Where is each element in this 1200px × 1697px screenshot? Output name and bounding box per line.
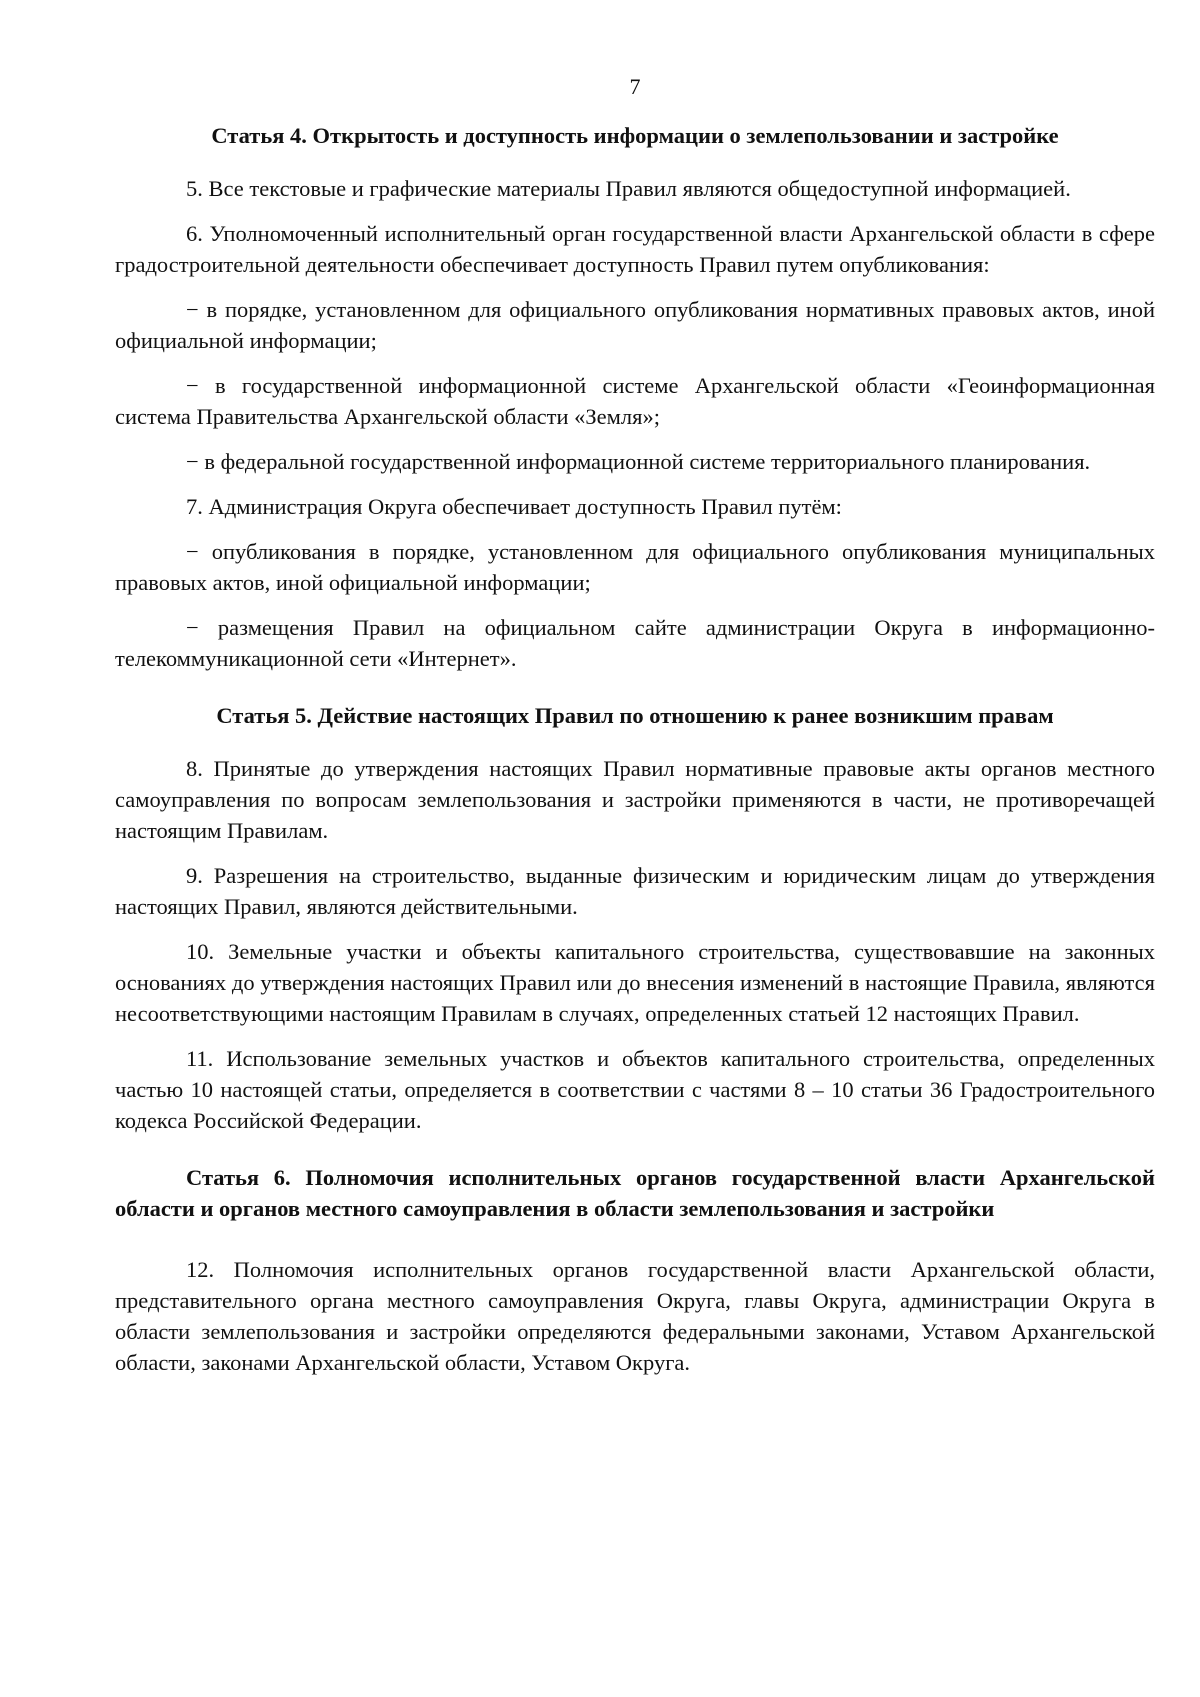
paragraph-12: 12. Полномочия исполнительных органов государственной власти Архангельской области, представительного органа местного самоуправления Округа, главы Округа, администрации Округа в области землепользования и застройки определяются федеральными законами, Уставом Архангельской области, законами Архангельской области, Уставом Округа. (115, 1257, 1155, 1375)
paragraph-7: 7. Администрация Округа обеспечивает доступность Правил путём: (186, 494, 842, 519)
article-5-heading: Статья 5. Действие настоящих Правил по отношению к ранее возникшим правам (216, 703, 1054, 728)
paragraph-8: 8. Принятые до утверждения настоящих Правил нормативные правовые акты органов местного самоуправления по вопросам землепользования и застройки применяются в части, не противоречащей настоящим Правилам. (115, 756, 1155, 843)
paragraph-9: 9. Разрешения на строительство, выданные физическим и юридическим лицам до утверждения настоящих Правил, являются действительными. (115, 863, 1155, 919)
paragraph-6: 6. Уполномоченный исполнительный орган государственной власти Архангельской области в сфере градостроительной деятельности обеспечивает доступность Правил путем опубликования: (115, 221, 1155, 277)
document-page (115, 0, 1155, 1697)
paragraph-10: 10. Земельные участки и объекты капитального строительства, существовавшие на законных основаниях до утверждения настоящих Правил или до внесения изменений в настоящие Правила, являются несоответствующими настоящим Правилам в случаях, определенных статьей 12 настоящих Правил. (115, 939, 1155, 1026)
list-item-official-publication: − в порядке, установленном для официального опубликования нормативных правовых актов, иной официальной информации; (115, 297, 1155, 353)
paragraph-11: 11. Использование земельных участков и объектов капитального строительства, определенных частью 10 настоящей статьи, определяется в соответствии с частями 8 – 10 статьи 36 Градостроительного кодекса Российской Федерации. (115, 1046, 1155, 1133)
list-item-federal-gis: − в федеральной государственной информационной системе территориального планирования. (186, 449, 1091, 474)
article-4-heading: Статья 4. Открытость и доступность информации о землепользовании и застройке (211, 123, 1059, 148)
paragraph-5: 5. Все текстовые и графические материалы Правил являются общедоступной информацией. (186, 176, 1071, 201)
list-item-website: − размещения Правил на официальном сайте администрации Округа в информационно-телекоммуникационной сети «Интернет». (115, 615, 1155, 671)
article-6-heading: Статья 6. Полномочия исполнительных органов государственной власти Архангельской области и органов местного самоуправления в области землепользования и застройки (115, 1165, 1155, 1221)
document-body (115, 120, 1155, 1392)
page-number: 7 (629, 74, 641, 99)
list-item-municipal-publication: − опубликования в порядке, установленном для официального опубликования муниципальных правовых актов, иной официальной информации; (115, 539, 1155, 595)
list-item-regional-gis: − в государственной информационной системе Архангельской области «Геоинформационная система Правительства Архангельской области «Земля»; (115, 373, 1155, 429)
